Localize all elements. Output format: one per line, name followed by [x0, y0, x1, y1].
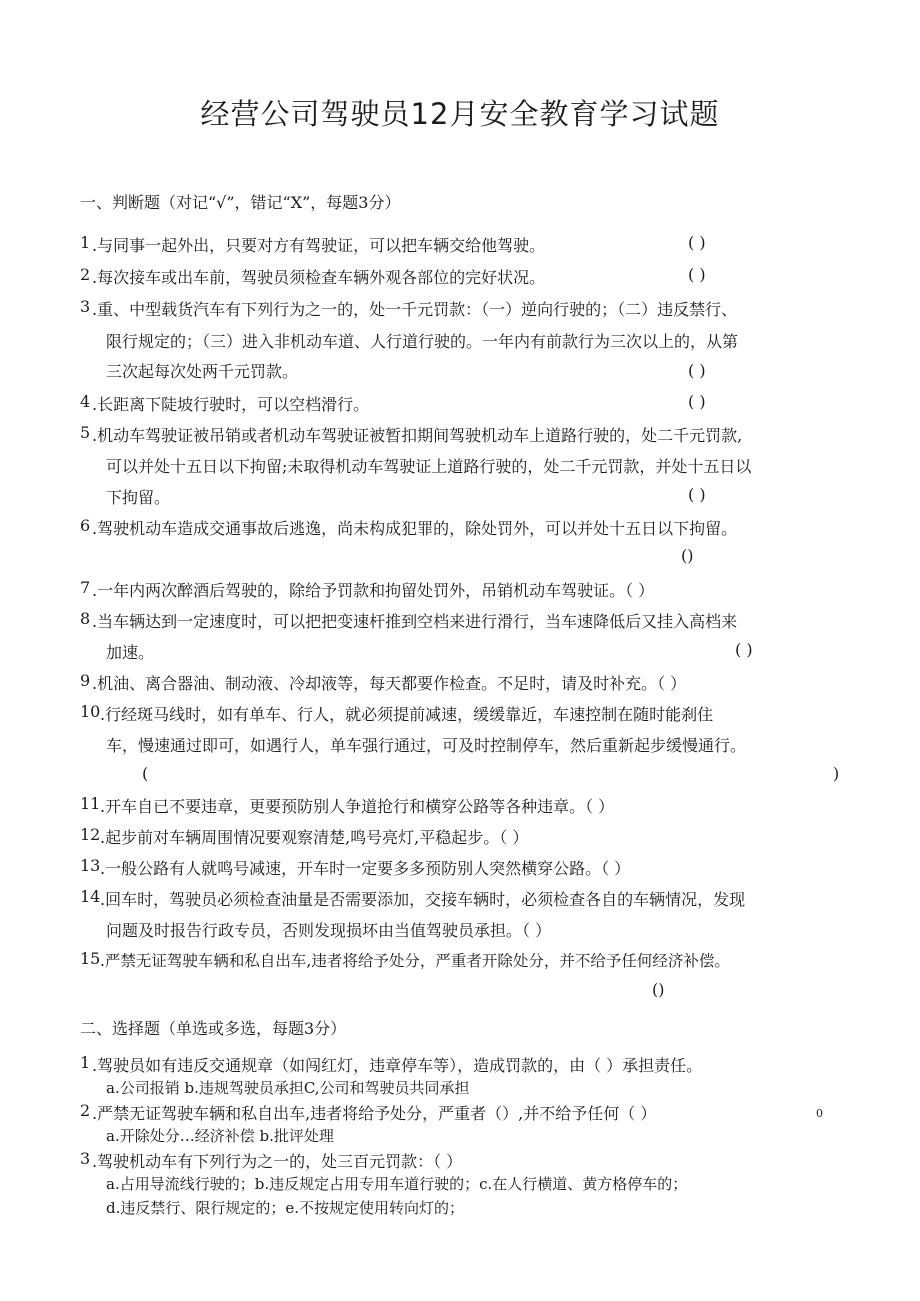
- question-text: .机油、离合器油、制动液、冷却液等，每天都要作检查。不足时，请及时补充。（ ）: [92, 674, 687, 693]
- question-text: .严禁无证驾驶车辆和私自出车,违者将给予处分，严重者开除处分，并不给予任何经济补偿。: [100, 952, 730, 970]
- answer-blank[interactable]: ( ): [688, 233, 706, 252]
- question-text: .一般公路有人就鸣号减速，开车时一定要多多预防别人突然横穿公路。（ ）: [100, 859, 631, 878]
- stray-mark: 0: [816, 1107, 823, 1120]
- answer-blank[interactable]: ( ): [688, 361, 706, 380]
- exam-page: 经营公司驾驶员12月安全教育学习试题 一、判断题（对记“√”，错记“X”，每题3分） 1 .与同事一起外出，只要对方有驾驶证，可以把车辆交给他驾驶。 ( ) 2 .每次接车或出车前，驾驶员须检查车辆外观各部位的完好状况。 ( ) 3 .重、中型载货汽车有下列行为之一的，处一千元罚款：（一）逆向行驶的；（二）违反禁行、 限行规定的；（三）进入非机动车道、人行道行驶的。一年内有前款行为三次以上的，从第 三次起每次处两千元罚款。 ( ) 4 .长距离下陡坡行驶时，可以空档滑行。 ( ) 5 .机动车驾驶证被吊销或者机动车驾驶证被暂扣期间驾驶机动车上道路行驶的，处二千元罚款, 可以并处十五日以下拘留;未取得机动车驾驶证上道路行驶的，处二千元罚款，并处十五日以 下拘留。 ( ) 6 .驾驶机动车造成交通事故后逃逸，尚未构成犯罪的，除处罚外，可以并处十五日以下拘留。 () 7 .一年内两次醉酒后驾驶的，除给予罚款和拘留处罚外，吊销机动车驾驶证。（ ） 8 .当车辆达到一定速度时，可以把把变速杆推到空档来进行滑行，当车速降低后又挂入高档来 加速。 ( ) 9 .机油、离合器油、制动液、冷却液等，每天都要作检查。不足时，请及时补充。（ ） 10 .行经斑马线时，如有单车、行人，就必须提前减速，缓缓靠近，车速控制在随时能刹住 车，慢速通过即可，如遇行人，单车强行通过，可及时控制停车，然后重新起步缓慢通行。 ( ) 11 .开车自已不要违章，更要预防别人争道抢行和横穿公路等各种违章。（ ） 12 .起步前对车辆周围情况要观察清楚,鸣号亮灯,平稳起步。（ ） 13 .一般公路有人就鸣号减速，开车时一定要多多预防别人突然横穿公路。（ ） 14 .回车时，驾驶员必须检查油量是否需要添加，交接车辆时，必须检查各自的车辆情况，发现 问题及时报告行政专员，否则发现损坏由当值驾驶员承担。（ ） 15 .严禁无证驾驶车辆和私自出车,违者将给予处分，严重者开除处分，并不给予任何经济补偿。 () 二、选择题（单选或多选，每题3分） 1 .驾驶员如有违反交通规章（如闯红灯，违章停车等），造成罚款的，由（ ）承担责任。 a.公司报销 b.违规驾驶员承担C,公司和驾驶员共同承担 2 .严禁无证驾驶车辆和私自出车,违者将给予处分，严重者（）,并不给予任何（ ） 0 a.开除处分…经济补偿 b.批评处理 3 .驾驶机动车有下列行为之一的，处三百元罚款：（ ） a.占用导流线行驶的；b.违反规定占用专用车道行驶的；c.在人行横道、黄方格停车的； d.违反禁行、限行规定的；e.不按规定使用转向灯的；: [0, 0, 920, 1301]
- question-text-cont: 限行规定的；（三）进入非机动车道、人行道行驶的。一年内有前款行为三次以上的，从第: [106, 332, 739, 351]
- answer-blank[interactable]: ( ): [735, 640, 753, 659]
- question-text: .当车辆达到一定速度时，可以把把变速杆推到空档来进行滑行，当车速降低后又挂入高档来: [92, 612, 738, 631]
- question-text-cont: 问题及时报告行政专员，否则发现损坏由当值驾驶员承担。（ ）: [106, 921, 552, 940]
- question-text: .严禁无证驾驶车辆和私自出车,违者将给予处分，严重者（）,并不给予任何（ ）: [92, 1104, 657, 1123]
- question-text: .驾驶机动车有下列行为之一的，处三百元罚款：（ ）: [92, 1152, 463, 1171]
- question-text: .行经斑马线时，如有单车、行人，就必须提前减速，缓缓靠近，车速控制在随时能刹住: [100, 705, 714, 724]
- answer-blank[interactable]: ( ): [688, 265, 706, 284]
- section1-heading: 一、判断题（对记“√”，错记“X”，每题3分）: [80, 193, 401, 212]
- answer-blank[interactable]: (): [652, 980, 665, 999]
- answer-blank-open[interactable]: (: [142, 764, 149, 783]
- question-text: .每次接车或出车前，驾驶员须检查车辆外观各部位的完好状况。: [92, 268, 546, 287]
- question-text: .长距离下陡坡行驶时，可以空档滑行。: [92, 395, 370, 414]
- question-text: .开车自已不要违章，更要预防别人争道抢行和横穿公路等各种违章。（ ）: [100, 797, 615, 816]
- mc-options: a.占用导流线行驶的；b.违反规定占用专用车道行驶的；c.在人行横道、黄方格停车的；: [106, 1175, 688, 1193]
- mc-options: d.违反禁行、限行规定的；e.不按规定使用转向灯的；: [106, 1199, 465, 1217]
- question-text: .机动车驾驶证被吊销或者机动车驾驶证被暂扣期间驾驶机动车上道路行驶的，处二千元罚款,: [92, 426, 743, 445]
- mc-options: a.公司报销 b.违规驾驶员承担C,公司和驾驶员共同承担: [106, 1079, 470, 1097]
- question-text-cont: 加速。: [106, 643, 155, 662]
- question-text: .驾驶机动车造成交通事故后逃逸，尚未构成犯罪的，除处罚外，可以并处十五日以下拘留。: [92, 519, 738, 538]
- question-text: .驾驶员如有违反交通规章（如闯红灯，违章停车等），造成罚款的，由（ ）承担责任。: [92, 1056, 703, 1075]
- question-text: .与同事一起外出，只要对方有驾驶证，可以把车辆交给他驾驶。: [92, 236, 546, 255]
- answer-blank[interactable]: (): [681, 546, 694, 565]
- question-text: .一年内两次醉酒后驾驶的，除给予罚款和拘留处罚外，吊销机动车驾驶证。（ ）: [92, 581, 655, 600]
- mc-options: a.开除处分…经济补偿 b.批评处理: [106, 1127, 334, 1145]
- question-text: .起步前对车辆周围情况要观察清楚,鸣号亮灯,平稳起步。（ ）: [100, 828, 529, 847]
- answer-blank-close[interactable]: ): [833, 764, 840, 783]
- answer-blank[interactable]: ( ): [688, 485, 706, 504]
- question-text: .重、中型载货汽车有下列行为之一的，处一千元罚款：（一）逆向行驶的；（二）违反禁行、: [92, 300, 738, 319]
- answer-blank[interactable]: ( ): [688, 392, 706, 411]
- question-text-cont: 可以并处十五日以下拘留;未取得机动车驾驶证上道路行驶的，处二千元罚款，并处十五日以: [106, 457, 752, 476]
- question-text-cont: 三次起每次处两千元罚款。: [106, 362, 299, 381]
- section2-heading: 二、选择题（单选或多选，每题3分）: [80, 1019, 347, 1038]
- question-text-cont: 车，慢速通过即可，如遇行人，单车强行通过，可及时控制停车，然后重新起步缓慢通行。: [106, 736, 747, 755]
- question-text-cont: 下拘留。: [106, 488, 171, 507]
- exam-title: 经营公司驾驶员12月安全教育学习试题: [200, 97, 720, 131]
- question-text: .回车时，驾驶员必须检查油量是否需要添加，交接车辆时，必须检查各自的车辆情况，发现: [100, 890, 746, 909]
